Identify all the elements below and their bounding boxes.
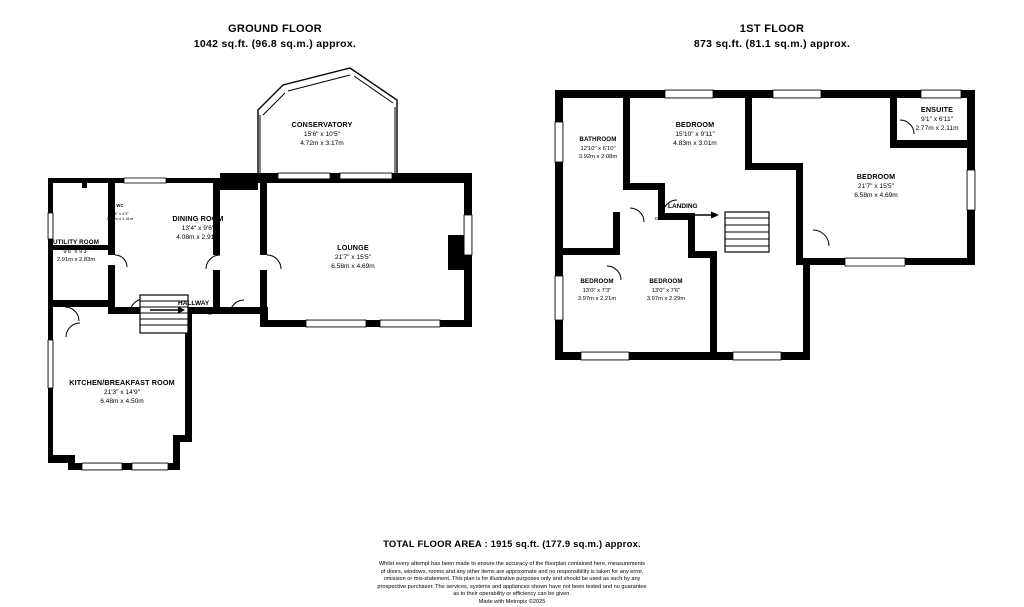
room-bedroom-2-metric: 6.58m x 4.69m — [854, 192, 898, 199]
room-bedroom-2-imperial: 21'7" x 15'5" — [857, 182, 895, 190]
room-kitchen-breakfast — [38, 378, 206, 407]
room-bedroom-1-metric: 4.83m x 3.01m — [673, 140, 717, 147]
room-bathroom — [550, 135, 646, 161]
room-lounge-imperial: 21'7" x 15'5" — [334, 253, 372, 261]
disclaimer-line-5: as to their operability or efficiency can be given. — [453, 591, 571, 598]
room-dining-metric: 4.08m x 2.91m — [176, 234, 220, 241]
footer-disclaimer — [0, 555, 1024, 607]
room-kitchen-breakfast-name: KITCHEN/BREAKFAST ROOM — [69, 378, 175, 387]
room-dining — [137, 214, 259, 243]
room-conservatory-metric: 4.72m x 3.17m — [300, 140, 344, 147]
ground-floor-title-text: GROUND FLOOR — [227, 23, 323, 35]
room-wc-imperial: 4'8" x 4'3" — [111, 210, 129, 216]
room-ensuite — [885, 105, 989, 134]
room-bathroom-name: BATHROOM — [579, 136, 617, 143]
room-bedroom-4-metric: 3.97m x 2.29m — [646, 295, 686, 302]
label-landing: LANDING — [668, 203, 698, 210]
room-dining-name: DINING ROOM — [172, 214, 224, 223]
disclaimer-line-4: prospective purchaser. The services, systems and appliances shown have not been tested and no guarantee — [377, 583, 647, 590]
room-wc-name: WC — [116, 203, 124, 208]
total-floor-area-text: TOTAL FLOOR AREA : 1915 sq.ft. (177.9 sq.m.) approx. — [383, 539, 641, 550]
room-utility — [24, 238, 128, 264]
room-ensuite-metric: 2.77m x 2.11m — [915, 125, 959, 132]
room-bedroom-4-name: BEDROOM — [649, 278, 683, 285]
made-with-text: Made with Metropix ©2025 — [478, 598, 546, 605]
room-bedroom-1 — [637, 120, 753, 149]
room-bathroom-imperial: 12'10" x 6'10" — [580, 145, 616, 152]
room-utility-metric: 2.91m x 2.83m — [56, 256, 96, 263]
room-conservatory — [262, 120, 382, 149]
room-ensuite-name: ENSUITE — [920, 105, 954, 114]
footer-total-area — [0, 539, 1024, 550]
room-dining-imperial: 13'4" x 9'6" — [181, 224, 215, 232]
ground-floor-title — [125, 22, 425, 52]
room-lounge-metric: 6.58m x 4.69m — [331, 263, 375, 270]
room-kitchen-breakfast-metric: 6.48m x 4.50m — [100, 398, 144, 405]
room-utility-name: UTILITY ROOM — [52, 239, 100, 246]
first-floor-staircase — [685, 212, 769, 253]
room-wc — [96, 201, 144, 222]
room-bedroom-2 — [820, 172, 932, 201]
label-stairs-up: UP — [208, 311, 215, 316]
room-ensuite-imperial: 9'1" x 6'11" — [920, 115, 953, 123]
room-bedroom-3-imperial: 13'0" x 7'3" — [582, 287, 612, 294]
ground-floor-plan — [20, 55, 500, 485]
room-bathroom-metric: 3.92m x 2.08m — [578, 153, 618, 160]
disclaimer-line-1: Whilst every attempt has been made to ensure the accuracy of the floorplan contained here, measurements — [378, 561, 646, 567]
room-bedroom-1-name: BEDROOM — [675, 120, 715, 129]
room-utility-imperial: 9'6" x 9'3" — [63, 248, 89, 255]
room-bedroom-4-imperial: 13'0" x 7'6" — [651, 287, 681, 294]
room-bedroom-3-name: BEDROOM — [580, 278, 614, 285]
room-conservatory-name: CONSERVATORY — [291, 120, 353, 129]
ground-floor-area: 1042 sq.ft. (96.8 sq.m.) approx. — [193, 38, 357, 50]
room-lounge-name: LOUNGE — [337, 243, 369, 252]
first-floor-title-text: 1ST FLOOR — [739, 23, 805, 35]
room-bedroom-2-name: BEDROOM — [856, 172, 896, 181]
disclaimer-line-2: of doors, windows, rooms and any other items are approximate and no responsibility is taken for any error, — [380, 568, 644, 575]
first-floor-title — [622, 22, 922, 52]
room-kitchen-breakfast-imperial: 21'3" x 14'9" — [103, 388, 141, 396]
room-wc-metric: 1.44m x 1.31m — [106, 216, 134, 221]
room-bedroom-4 — [620, 277, 712, 303]
disclaimer-line-3: omission or mis-statement. This plan is for illustrative purposes only and should be used as such by any — [383, 576, 641, 583]
label-hallway: HALLWAY — [178, 300, 210, 307]
room-bedroom-1-imperial: 15'10" x 9'11" — [675, 130, 715, 138]
room-lounge — [293, 243, 413, 272]
label-stairs-down: DOWN — [655, 216, 669, 221]
first-floor-area: 873 sq.ft. (81.1 sq.m.) approx. — [693, 38, 851, 50]
room-conservatory-imperial: 15'6" x 10'5" — [303, 130, 341, 138]
room-bedroom-3-metric: 3.97m x 2.21m — [577, 295, 617, 302]
